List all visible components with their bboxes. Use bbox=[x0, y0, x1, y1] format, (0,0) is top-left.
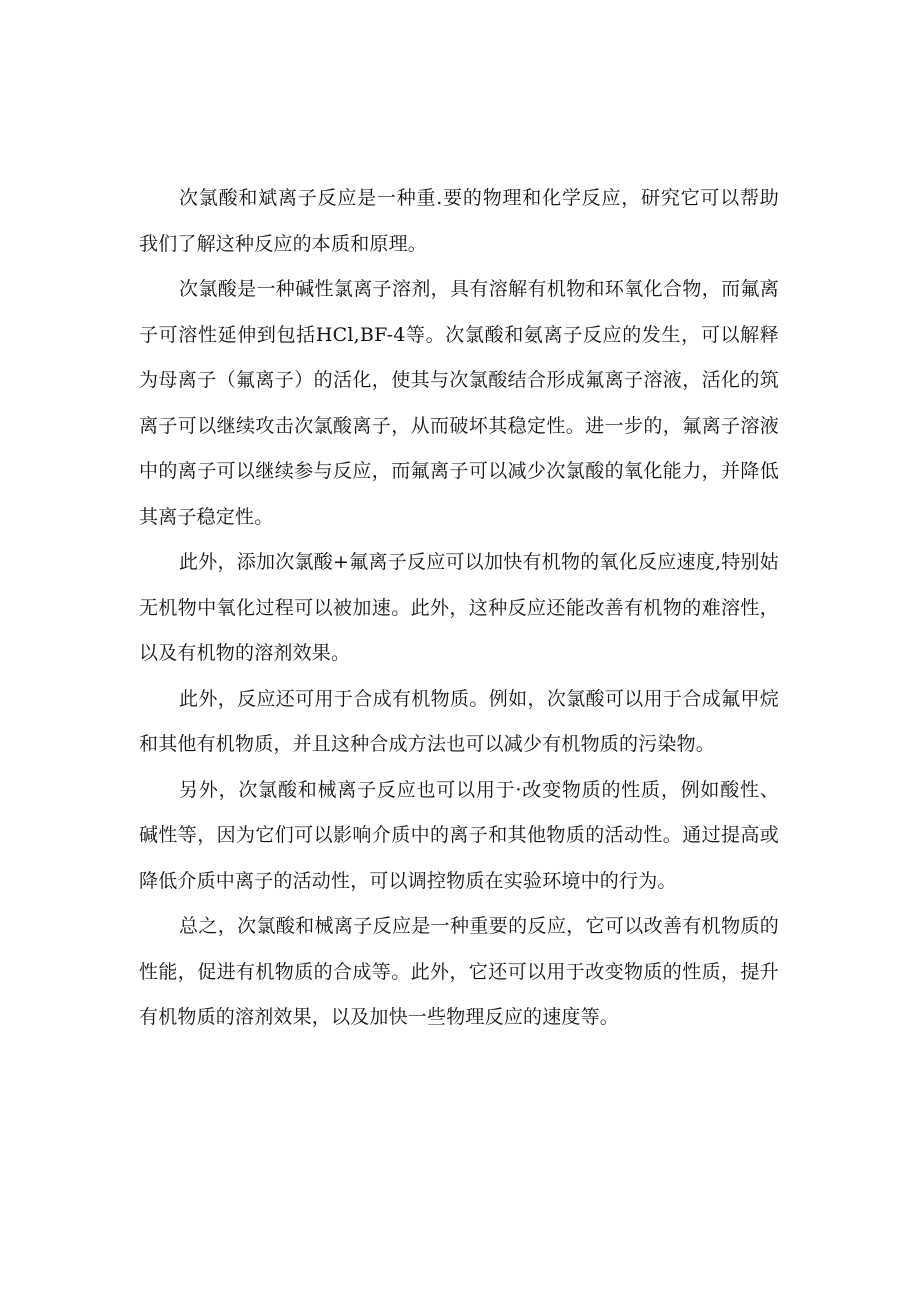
paragraph-properties: 另外，次氯酸和械离子反应也可以用于·改变物质的性质，例如酸性、碱性等，因为它们可以影响介质中的离子和其他物质的活动性。通过提高或降低介质中离子的活动性，可以调控物质在实验环境中的行为。 bbox=[139, 778, 779, 892]
paragraph-intro: 次氯酸和斌离子反应是一种重.要的物理和化学反应，研究它可以帮助我们了解这种反应的本质和原理。 bbox=[139, 187, 779, 255]
paragraph-conclusion: 总之，次氯酸和械离子反应是一种重要的反应，它可以改善有机物质的性能，促进有机物质的合成等。此外，它还可以用于改变物质的性质，提升有机物质的溶剂效果，以及加快一些物理反应的速度等。 bbox=[139, 915, 779, 1028]
paragraph-mechanism: 次氯酸是一种碱性氯离子溶剂，具有溶解有机物和环氧化合物，而氟离子可溶性延伸到包括HCl,BF-4等。次氯酸和氨离子反应的发生，可以解释为母离子（氟离子）的活化，使其与次氯酸结合形成氟离子溶液，活化的筑离子可以继续攻击次氯酸离子，从而破坏其稳定性。进一步的，氟离子溶液中的离子可以继续参与反应，而氟离子可以减少次氯酸的氧化能力，并降低其离子稳定性。 bbox=[139, 278, 779, 528]
paragraph-oxidation: 此外，添加次氯酸+氟离子反应可以加快有机物的氧化反应速度,特别姑无机物中氧化过程可以被加速。此外，这种反应还能改善有机物的难溶性，以及有机物的溶剂效果。 bbox=[139, 551, 779, 664]
document-body bbox=[139, 176, 779, 1041]
paragraph-synthesis: 此外，反应还可用于合成有机物质。例如，次氯酸可以用于合成氟甲烷和其他有机物质，并且这种合成方法也可以减少有机物质的污染物。 bbox=[139, 687, 779, 755]
